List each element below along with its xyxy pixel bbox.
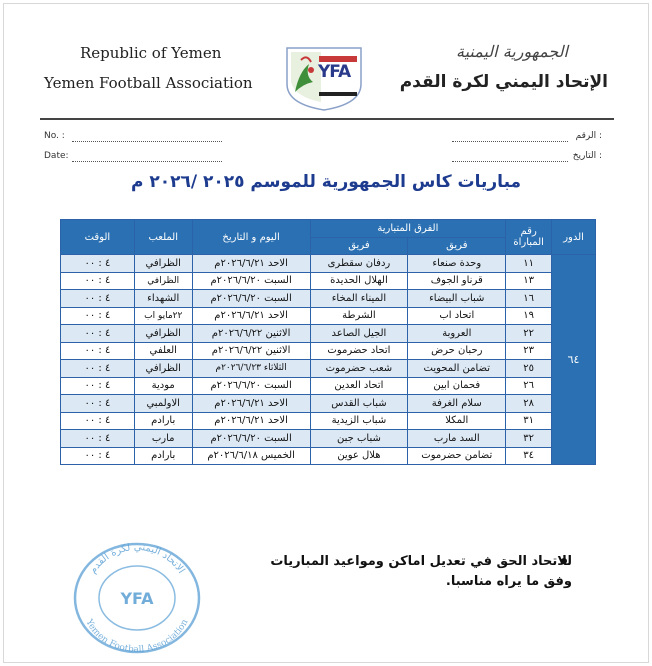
venue-cell: الظرافي <box>134 255 192 273</box>
date-line-en <box>72 161 222 162</box>
header-team-a: فريق <box>408 237 506 255</box>
header-divider <box>40 118 614 120</box>
time-cell: ٤ : ٠٠ <box>61 325 135 343</box>
logo-text: YFA <box>318 62 351 82</box>
venue-cell: الظرافي <box>134 360 192 378</box>
round-cell: ٦٤ <box>552 255 596 465</box>
venue-cell: الاولمبي <box>134 395 192 413</box>
team-a-cell: تضامن حضرموت <box>408 447 506 465</box>
date-label-en: Date: <box>44 151 69 161</box>
venue-cell: مودية <box>134 377 192 395</box>
date-cell: السبت ٢٠٢٦/٦/٢٠م <box>192 272 310 290</box>
fixtures-table <box>60 219 596 465</box>
match-number-cell: ١٦ <box>506 290 552 308</box>
team-a-cell: وحدة صنعاء <box>408 255 506 273</box>
venue-cell: ٢٢مايو اب <box>134 307 192 325</box>
header-match-number: رقم المباراة <box>506 220 552 255</box>
match-number-cell: ٢٣ <box>506 342 552 360</box>
svg-text:الاتحاد اليمني لكرة القدم <box>88 542 187 576</box>
time-cell: ٤ : ٠٠ <box>61 395 135 413</box>
team-a-cell: سلام الغرفة <box>408 395 506 413</box>
date-cell: الاثنين ٢٠٢٦/٦/٢٢م <box>192 325 310 343</box>
team-a-cell: السد مارب <box>408 430 506 448</box>
team-b-cell: شباب القدس <box>310 395 408 413</box>
time-cell: ٤ : ٠٠ <box>61 447 135 465</box>
team-b-cell: شباب جبن <box>310 430 408 448</box>
table-row <box>61 290 596 308</box>
venue-cell: العلفي <box>134 342 192 360</box>
number-line-ar <box>452 141 568 142</box>
match-number-cell: ١١ <box>506 255 552 273</box>
table-row <box>61 255 596 273</box>
header-teams: الفرق المتبارية <box>310 220 506 238</box>
team-a-cell: العروبة <box>408 325 506 343</box>
time-cell: ٤ : ٠٠ <box>61 272 135 290</box>
number-label-ar: : الرقم <box>575 131 602 141</box>
number-line-en <box>72 141 222 142</box>
date-cell: السبت ٢٠٢٦/٦/٢٠م <box>192 430 310 448</box>
venue-cell: الشهداء <box>134 290 192 308</box>
team-a-cell: فحمان ابين <box>408 377 506 395</box>
table-row <box>61 272 596 290</box>
table-row <box>61 395 596 413</box>
match-number-cell: ٣٤ <box>506 447 552 465</box>
header-english-line1: Republic of Yemen <box>80 44 222 62</box>
match-number-cell: ٢٦ <box>506 377 552 395</box>
match-number-cell: ٢٥ <box>506 360 552 378</box>
match-number-cell: ٣٢ <box>506 430 552 448</box>
association-stamp <box>62 530 212 655</box>
venue-cell: بارادم <box>134 412 192 430</box>
table-row <box>61 430 596 448</box>
team-a-cell: شباب البيضاء <box>408 290 506 308</box>
table-row <box>61 447 596 465</box>
team-b-cell: الهلال الحديدة <box>310 272 408 290</box>
team-a-cell: المكلا <box>408 412 506 430</box>
venue-cell: بارادم <box>134 447 192 465</box>
team-b-cell: اتحاد العدين <box>310 377 408 395</box>
date-cell: الخميس ٢٠٢٦/٦/١٨م <box>192 447 310 465</box>
date-cell: الاثنين ٢٠٢٦/٦/٢٢م <box>192 342 310 360</box>
header-date: اليوم و التاريخ <box>192 220 310 255</box>
match-number-cell: ٣١ <box>506 412 552 430</box>
svg-text:Yemen Football Association <box>83 617 191 655</box>
time-cell: ٤ : ٠٠ <box>61 342 135 360</box>
header-english-line2: Yemen Football Association <box>44 74 253 92</box>
stamp-arabic-text: الاتحاد اليمني لكرة القدم <box>87 541 187 576</box>
venue-cell: الظرافي <box>134 272 192 290</box>
header-time: الوقت <box>61 220 135 255</box>
date-label-ar: : التاريخ <box>572 151 602 161</box>
table-row <box>61 377 596 395</box>
date-line-ar <box>452 161 568 162</box>
stamp-english-text: Yemen Football Association <box>83 617 191 655</box>
date-cell: السبت ٢٠٢٦/٦/٢٠م <box>192 377 310 395</box>
table-row <box>61 360 596 378</box>
date-cell: الاحد ٢٠٢٦/٦/٢١م <box>192 307 310 325</box>
team-a-cell: تضامن المحويت <box>408 360 506 378</box>
team-b-cell: اتحاد حضرموت <box>310 342 408 360</box>
match-number-cell: ٢٢ <box>506 325 552 343</box>
time-cell: ٤ : ٠٠ <box>61 430 135 448</box>
team-b-cell: شباب الزيدية <box>310 412 408 430</box>
time-cell: ٤ : ٠٠ <box>61 377 135 395</box>
number-label-en: No. : <box>44 131 65 141</box>
date-cell: الاحد ٢٠٢٦/٦/٢١م <box>192 412 310 430</box>
date-cell: الاحد ٢٠٢٦/٦/٢١م <box>192 255 310 273</box>
time-cell: ٤ : ٠٠ <box>61 360 135 378</box>
header-arabic-line2: الإتحاد اليمني لكرة القدم <box>399 72 608 92</box>
team-b-cell: ردفان سقطرى <box>310 255 408 273</box>
team-a-cell: قرناو الجوف <box>408 272 506 290</box>
time-cell: ٤ : ٠٠ <box>61 255 135 273</box>
team-a-cell: اتحاد اب <box>408 307 506 325</box>
team-b-cell: شعب حضرموت <box>310 360 408 378</box>
venue-cell: الظرافي <box>134 325 192 343</box>
match-number-cell: ٢٨ <box>506 395 552 413</box>
header-venue: الملعب <box>134 220 192 255</box>
match-number-cell: ١٩ <box>506 307 552 325</box>
page-title: مباريات كاس الجمهورية للموسم ٢٠٢٥ /٢٠٢٦ م <box>130 172 522 192</box>
team-b-cell: الجيل الصاعد <box>310 325 408 343</box>
header-arabic-line1: الجمهورية اليمنية <box>455 42 568 61</box>
team-a-cell: رحبان حرض <box>408 342 506 360</box>
date-cell: السبت ٢٠٢٦/٦/٢٠م <box>192 290 310 308</box>
team-b-cell: الشرطة <box>310 307 408 325</box>
table-row <box>61 325 596 343</box>
date-cell: الثلاثاء ٢٠٢٦/٦/٢٣م <box>192 360 310 378</box>
footer-note: للاتحاد الحق في تعديل اماكن ومواعيد المباريات وفق ما يراه مناسبا. <box>270 554 572 589</box>
venue-cell: مارب <box>134 430 192 448</box>
time-cell: ٤ : ٠٠ <box>61 412 135 430</box>
time-cell: ٤ : ٠٠ <box>61 290 135 308</box>
team-b-cell: هلال عوين <box>310 447 408 465</box>
header-round: الدور <box>552 220 596 255</box>
header-team-b: فريق <box>310 237 408 255</box>
time-cell: ٤ : ٠٠ <box>61 307 135 325</box>
table-row <box>61 307 596 325</box>
date-cell: الاحد ٢٠٢٦/٦/٢١م <box>192 395 310 413</box>
team-b-cell: الميناء المخاء <box>310 290 408 308</box>
match-number-cell: ١٣ <box>506 272 552 290</box>
table-row <box>61 342 596 360</box>
table-row <box>61 412 596 430</box>
stamp-center-text: YFA <box>120 589 154 608</box>
